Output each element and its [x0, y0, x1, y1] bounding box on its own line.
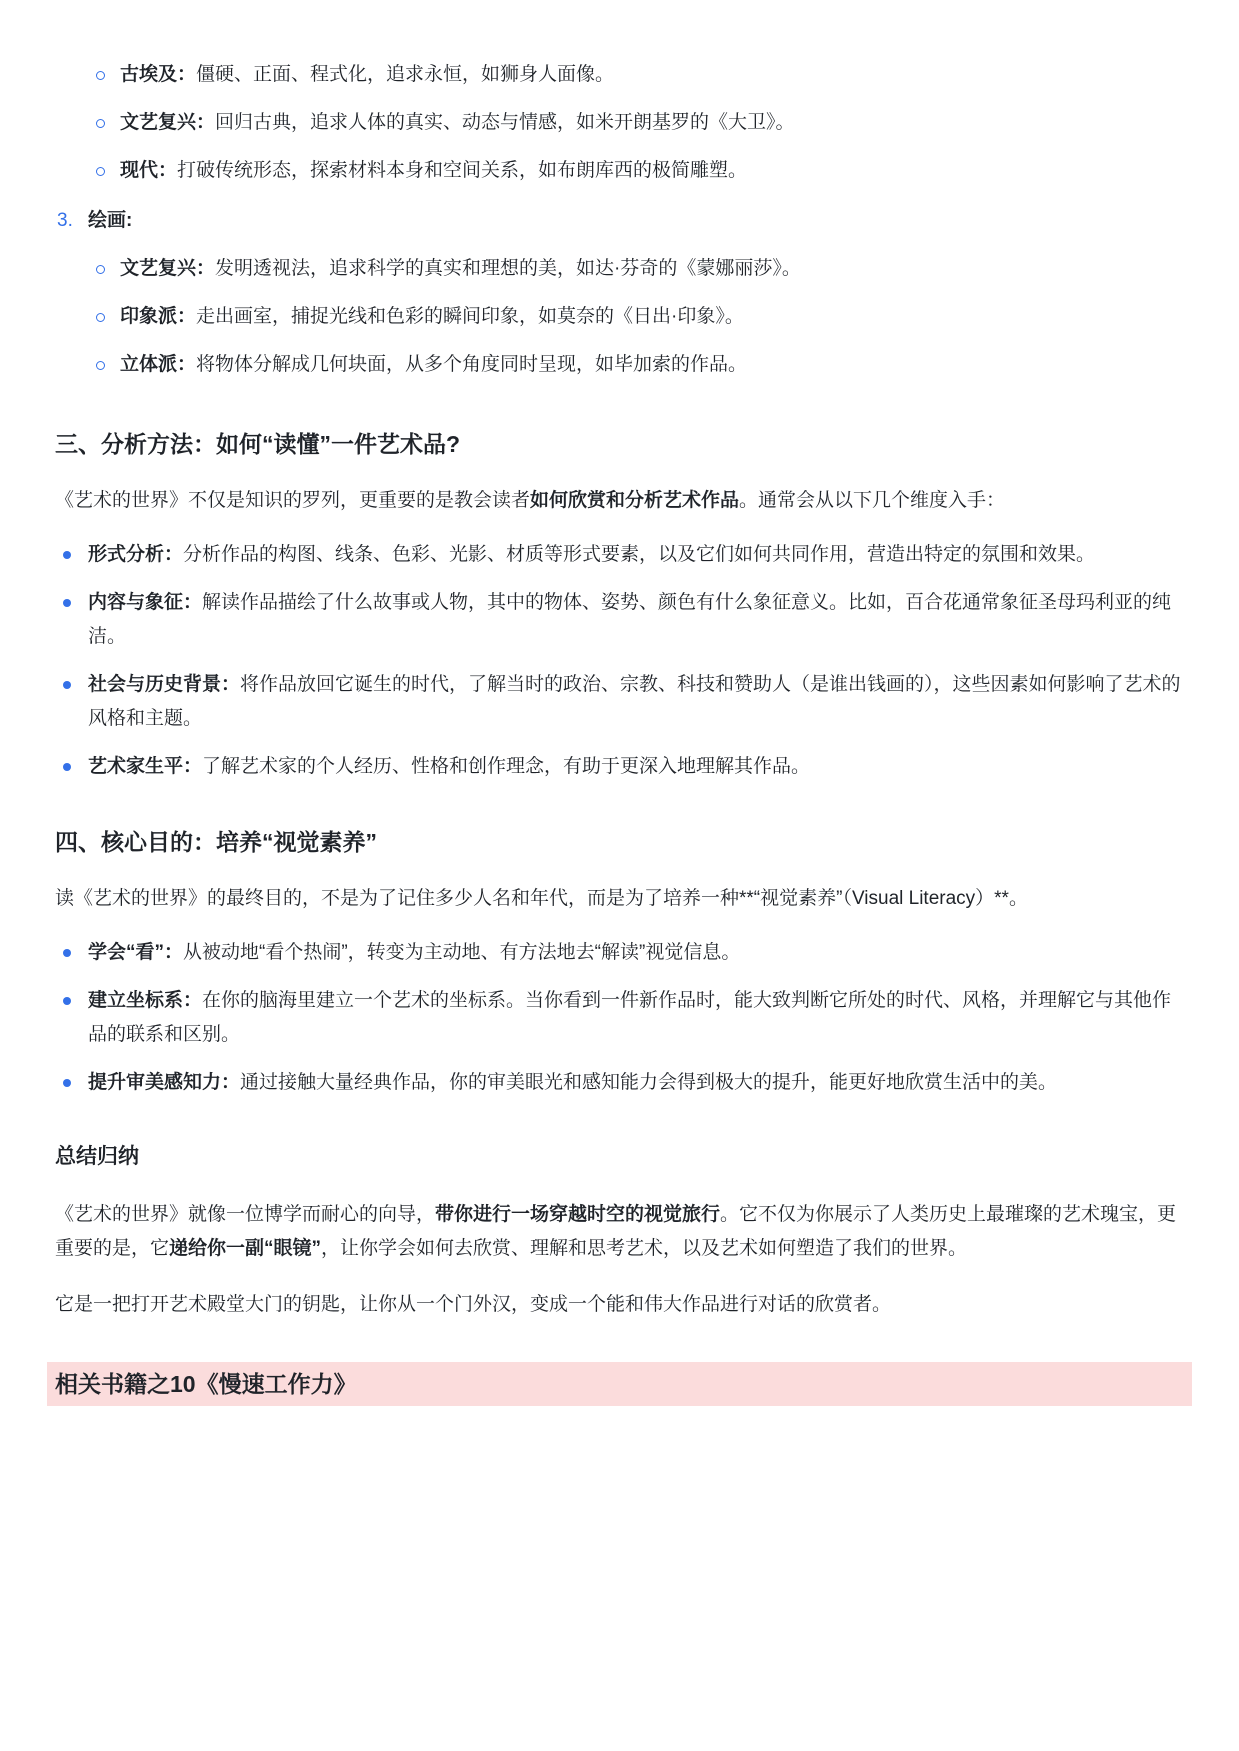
summary-paragraph-1	[55, 1198, 1184, 1266]
list-item	[55, 58, 1184, 92]
disc-bullet-icon	[63, 681, 71, 689]
paragraph-text: 。通常会从以下几个维度入手：	[739, 490, 1006, 511]
list-item	[55, 750, 1184, 784]
circle-bullet-icon	[96, 265, 105, 274]
list-item-text: 分析作品的构图、线条、色彩、光影、材质等形式要素，以及它们如何共同作用，营造出特定的氛围和效果。	[183, 544, 1096, 565]
paragraph-text: 《艺术的世界》不仅是知识的罗列，更重要的是教会读者	[55, 490, 531, 511]
list-item-lead: 文艺复兴：	[120, 258, 216, 279]
list-item	[55, 984, 1184, 1052]
list-item-lead: 印象派：	[120, 306, 197, 327]
list-item	[55, 252, 1184, 286]
paragraph-text: 《艺术的世界》就像一位博学而耐心的向导，	[55, 1204, 436, 1225]
list-item-lead: 艺术家生平：	[88, 756, 203, 777]
list-item	[55, 538, 1184, 572]
related-book-heading: 相关书籍之10《慢速工作力》	[47, 1362, 1192, 1406]
disc-bullet-icon	[63, 599, 71, 607]
list-item-lead: 学会“看”：	[88, 942, 184, 963]
list-item-text: 将作品放回它诞生的时代，了解当时的政治、宗教、科技和赞助人（是谁出钱画的），这些因素如何影响了艺术的风格和主题。	[88, 674, 1181, 729]
paragraph-bold-text: 如何欣赏和分析艺术作品	[530, 490, 740, 511]
disc-bullet-icon	[63, 997, 71, 1005]
list-item-lead: 现代：	[120, 160, 178, 181]
list-item	[55, 300, 1184, 334]
list-item-lead: 文艺复兴：	[120, 112, 216, 133]
list-item-lead: 提升审美感知力：	[88, 1072, 241, 1093]
visual-literacy-list	[55, 936, 1184, 1100]
list-item-lead: 内容与象征：	[88, 592, 203, 613]
list-item	[55, 106, 1184, 140]
list-item	[55, 586, 1184, 654]
paragraph-bold-text: 递给你一副“眼镜”	[169, 1238, 322, 1259]
disc-bullet-icon	[63, 949, 71, 957]
document-page	[55, 58, 1184, 1406]
list-item-text: 将物体分解成几何块面，从多个角度同时呈现，如毕加索的作品。	[196, 354, 748, 375]
analysis-dimension-list	[55, 538, 1184, 784]
circle-bullet-icon	[96, 361, 105, 370]
list-item	[55, 668, 1184, 736]
ordered-list-item-painting	[55, 204, 1184, 238]
list-item-lead: 建立坐标系：	[88, 990, 203, 1011]
list-item-lead: 古埃及：	[120, 64, 197, 85]
list-item-text: 僵硬、正面、程式化，追求永恒，如狮身人面像。	[196, 64, 615, 85]
summary-paragraph-2: 它是一把打开艺术殿堂大门的钥匙，让你从一个门外汉，变成一个能和伟大作品进行对话的欣赏者。	[55, 1294, 892, 1315]
list-item-text: 打破传统形态，探索材料本身和空间关系，如布朗库西的极简雕塑。	[177, 160, 748, 181]
disc-bullet-icon	[63, 551, 71, 559]
list-item-text: 发明透视法，追求科学的真实和理想的美，如达·芬奇的《蒙娜丽莎》。	[215, 258, 801, 279]
list-item-lead: 立体派：	[120, 354, 197, 375]
list-item	[55, 348, 1184, 382]
summary-heading: 总结归纳	[55, 1145, 139, 1168]
circle-bullet-icon	[96, 313, 105, 322]
list-item-text: 在你的脑海里建立一个艺术的坐标系。当你看到一件新作品时，能大致判断它所处的时代、风格，并理解它与其他作品的联系和区别。	[88, 990, 1172, 1045]
disc-bullet-icon	[63, 763, 71, 771]
list-item-text: 回归古典，追求人体的真实、动态与情感，如米开朗基罗的《大卫》。	[215, 112, 795, 133]
circle-bullet-icon	[96, 71, 105, 80]
sculpture-style-sublist	[55, 58, 1184, 188]
section4-intro-paragraph: 读《艺术的世界》的最终目的，不是为了记住多少人名和年代，而是为了培养一种**“视觉素养”（Visual Literacy）**。	[55, 888, 1028, 909]
section-heading-analysis-methods: 三、分析方法：如何“读懂”一件艺术品?	[55, 431, 461, 457]
circle-bullet-icon	[96, 167, 105, 176]
paragraph-text: ，让你学会如何去欣赏、理解和思考艺术，以及艺术如何塑造了我们的世界。	[321, 1238, 968, 1259]
section3-intro-paragraph	[55, 484, 1184, 518]
list-item-text: 从被动地“看个热闹”，转变为主动地、有方法地去“解读”视觉信息。	[183, 942, 741, 963]
list-item-lead: 形式分析：	[88, 544, 184, 565]
list-item-lead: 社会与历史背景：	[88, 674, 241, 695]
list-item	[55, 1066, 1184, 1100]
ordered-item-label: 绘画:	[88, 210, 133, 231]
list-item	[55, 936, 1184, 970]
ordered-item-number: 3.	[57, 210, 73, 231]
paragraph-bold-text: 带你进行一场穿越时空的视觉旅行	[435, 1204, 721, 1225]
disc-bullet-icon	[63, 1079, 71, 1087]
list-item	[55, 154, 1184, 188]
list-item-text: 了解艺术家的个人经历、性格和创作理念，有助于更深入地理解其作品。	[202, 756, 811, 777]
section-heading-core-purpose: 四、核心目的：培养“视觉素养”	[55, 829, 377, 855]
list-item-text: 通过接触大量经典作品，你的审美眼光和感知能力会得到极大的提升，能更好地欣赏生活中的美。	[240, 1072, 1058, 1093]
painting-style-sublist	[55, 252, 1184, 382]
circle-bullet-icon	[96, 119, 105, 128]
paragraph-text: 。它不仅为你展示了人类历史上最璀璨的艺术瑰宝，更重要的是，它	[55, 1204, 1177, 1259]
list-item-text: 解读作品描绘了什么故事或人物，其中的物体、姿势、颜色有什么象征意义。比如，百合花通常象征圣母玛利亚的纯洁。	[88, 592, 1172, 647]
list-item-text: 走出画室，捕捉光线和色彩的瞬间印象，如莫奈的《日出·印象》。	[196, 306, 744, 327]
